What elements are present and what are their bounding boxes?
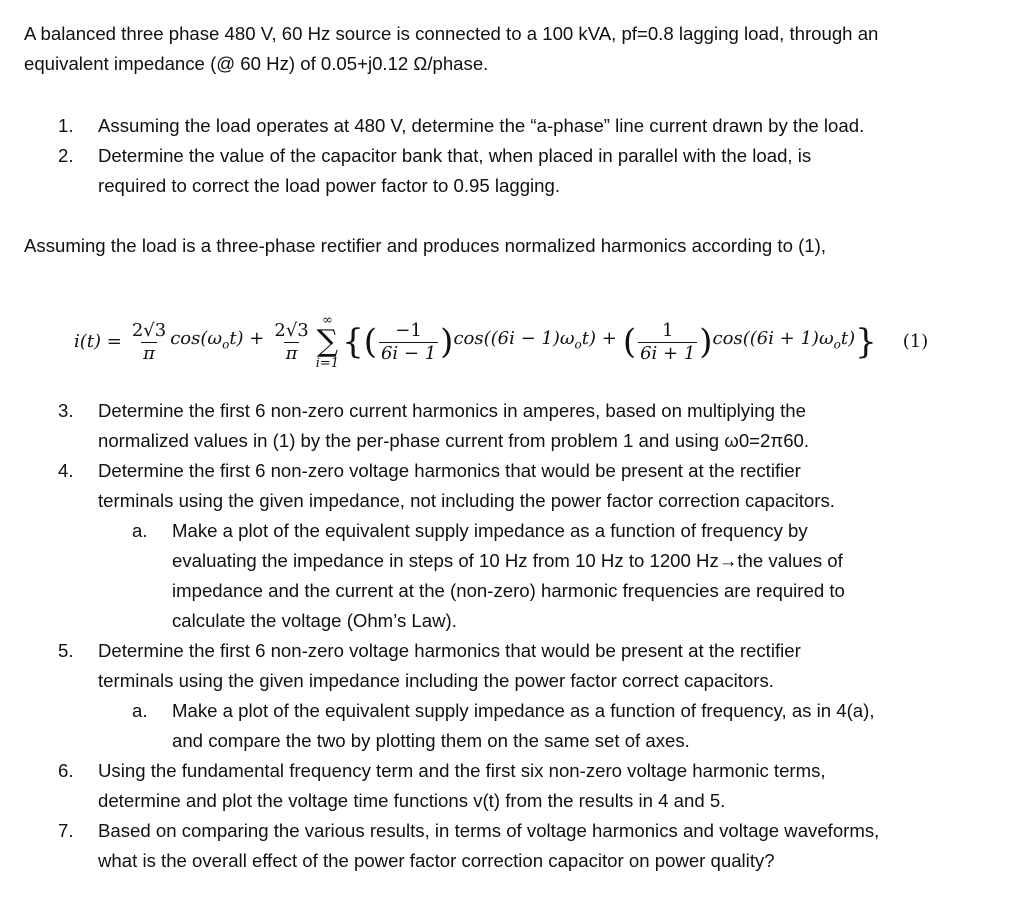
question-text: [98, 636, 998, 696]
question-5a: [132, 696, 998, 756]
question-number: 5.: [58, 640, 74, 661]
question-line: determine and plot the voltage time functions v(t) from the results in 4 and 5.: [98, 790, 726, 811]
sub-question-letter: a.: [132, 520, 148, 541]
question-line: Determine the first 6 non-zero voltage harmonics that would be present at the rectifier: [98, 640, 801, 661]
question-1: [58, 111, 998, 141]
equation-lhs: i(t) =: [74, 331, 122, 352]
question-line: Determine the value of the capacitor bank that, when placed in parallel with the load, is: [98, 145, 812, 166]
intro-line-2: equivalent impedance (@ 60 Hz) of 0.05+j0.12 Ω/phase.: [24, 53, 489, 74]
question-line: required to correct the load power factor to 0.95 lagging.: [98, 175, 561, 196]
fraction-numerator: 2√3: [131, 319, 167, 341]
question-number: 1.: [58, 115, 74, 136]
question-text: [172, 516, 998, 636]
equation-number: (1): [902, 331, 929, 352]
question-line: Based on comparing the various results, in terms of voltage harmonics and voltage waveforms,: [98, 820, 880, 841]
fraction-denominator: 6i + 1: [640, 342, 696, 364]
question-4a: [132, 516, 998, 636]
question-line: what is the overall effect of the power factor correction capacitor on power quality?: [98, 850, 775, 871]
sum-lower-limit: i=1: [315, 356, 340, 371]
fraction-denominator: π: [285, 342, 298, 364]
question-number: 7.: [58, 820, 74, 841]
question-number: 4.: [58, 460, 74, 481]
question-text: [98, 756, 998, 816]
intro-paragraph: [24, 19, 999, 79]
question-text: [98, 816, 998, 876]
cos-term-minus: $\cos((6i - 1)\omega_ot)$ +: [453, 328, 617, 352]
question-line: terminals using the given impedance including the power factor correct capacitors.: [98, 670, 774, 691]
question-7: [58, 816, 998, 876]
harmonic-equation: i(t) = $\frac{2√3}{\pi}$ $\cos(\omega_ot)$ + $\frac{2√3}{\pi}$ ∞ ∑ i=1 { ( $\frac{-1}{6i - 1}$ ) $\cos((6i - 1)\omega_ot)$ + ( $\frac{1}{6i + 1}$ ) $\cos((6i + 1)\omega_ot)$ } (1): [74, 313, 929, 371]
question-text: [98, 111, 998, 141]
fundamental-term: $\cos(\omega_ot)$ +: [170, 328, 265, 352]
question-3: [58, 396, 998, 456]
sum-upper-limit: ∞: [321, 313, 333, 328]
fraction-numerator: 1: [661, 319, 674, 341]
fraction-denominator: 6i − 1: [380, 342, 437, 364]
fraction-numerator: 2√3: [274, 319, 309, 341]
fraction-denominator: π: [143, 342, 155, 364]
question-6: [58, 756, 998, 816]
question-2: [58, 141, 998, 201]
sub-question-letter: a.: [132, 700, 148, 721]
question-line: Determine the first 6 non-zero voltage harmonics that would be present at the rectifier: [98, 460, 801, 481]
question-number: 2.: [58, 145, 74, 166]
question-text: [98, 456, 998, 516]
intro-line-1: A balanced three phase 480 V, 60 Hz source is connected to a 100 kVA, pf=0.8 lagging load, through an: [24, 23, 879, 44]
coefficient-fraction: [272, 320, 310, 365]
question-line: evaluating the impedance in steps of 10 Hz from 10 Hz to 1200 Hz→the values of: [172, 550, 843, 571]
fraction-numerator: −1: [395, 319, 422, 341]
question-line: normalized values in (1) by the per-phase current from problem 1 and using ω0=2π60.: [98, 430, 810, 451]
question-line: Make a plot of the equivalent supply impedance as a function of frequency, as in 4(a),: [172, 700, 875, 721]
rectifier-intro: Assuming the load is a three-phase rectifier and produces normalized harmonics according to (1),: [24, 235, 827, 256]
question-number: 6.: [58, 760, 74, 781]
summation-symbol: ∞ ∑ i=1: [315, 313, 340, 371]
question-5: [58, 636, 998, 696]
question-line: and compare the two by plotting them on the same set of axes.: [172, 730, 690, 751]
question-line: calculate the voltage (Ohm’s Law).: [172, 610, 457, 631]
question-number: 3.: [58, 400, 74, 421]
cos-term-plus: $\cos((6i + 1)\omega_ot)$: [712, 328, 856, 352]
question-text: [98, 141, 998, 201]
question-text: [172, 696, 998, 756]
question-line: impedance and the current at the (non-zero) harmonic frequencies are required to: [172, 580, 845, 601]
question-line: Using the fundamental frequency term and the first six non-zero voltage harmonic terms,: [98, 760, 826, 781]
question-line: Make a plot of the equivalent supply impedance as a function of frequency by: [172, 520, 808, 541]
question-text: [98, 396, 998, 456]
question-line: Determine the first 6 non-zero current harmonics in amperes, based on multiplying the: [98, 400, 806, 421]
harmonic-fraction-minus: [379, 320, 438, 365]
question-line: Assuming the load operates at 480 V, determine the “a-phase” line current drawn by the load.: [98, 115, 865, 136]
coefficient-fraction: [130, 320, 168, 365]
harmonic-fraction-plus: [638, 320, 697, 365]
question-line: terminals using the given impedance, not including the power factor correction capacitors.: [98, 490, 835, 511]
question-4: [58, 456, 998, 516]
